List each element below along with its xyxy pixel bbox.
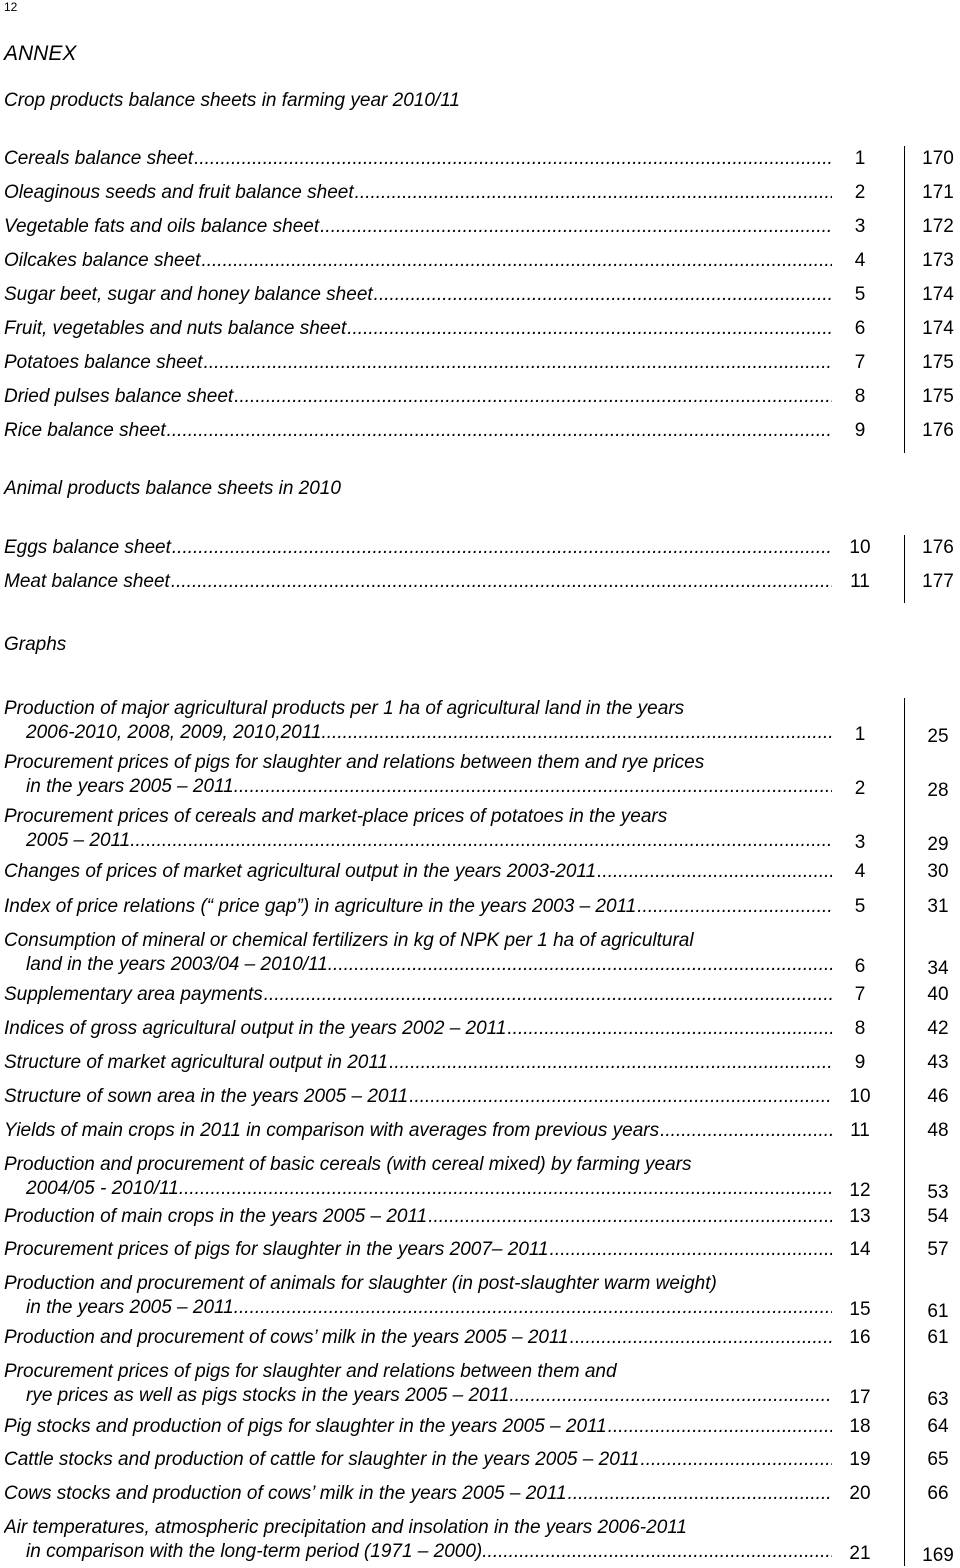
entry-title — [4, 1086, 832, 1108]
entry-title — [4, 1517, 832, 1539]
entry-title-continued — [26, 1385, 832, 1407]
entry-number: 21 — [849, 1543, 871, 1564]
entry-number: 8 — [854, 386, 866, 407]
entry-title — [4, 1273, 832, 1295]
entry-title-text: in the years 2005 – 2011 — [26, 1297, 234, 1318]
entry-number: 2 — [854, 778, 866, 799]
entry-title-text: in the years 2005 – 2011 — [26, 776, 234, 797]
entry-title-text: Changes of prices of market agricultural output in the years 2003-2011 — [4, 861, 597, 882]
entry-title-text: 2006-2010, 2008, 2009, 2010,2011 — [26, 722, 322, 743]
entry-title — [4, 571, 832, 593]
entry-title-text: Cereals balance sheet — [4, 148, 194, 169]
entry-page: 34 — [927, 958, 949, 979]
column-divider — [904, 698, 905, 1566]
entry-number: 15 — [849, 1299, 871, 1320]
entry-title — [4, 861, 832, 883]
entry-title-text: land in the years 2003/04 – 2010/11 — [26, 954, 328, 975]
entry-number: 9 — [854, 1052, 866, 1073]
entry-number: 3 — [854, 216, 866, 237]
entry-number: 4 — [854, 861, 866, 882]
entry-number: 7 — [854, 984, 866, 1005]
entry-title — [4, 1018, 832, 1040]
entry-number: 19 — [849, 1449, 871, 1470]
entry-page: 61 — [927, 1301, 949, 1322]
entry-number: 11 — [850, 571, 870, 592]
entry-number: 11 — [850, 1120, 870, 1141]
entry-title-continued — [26, 1178, 832, 1200]
entry-title — [4, 318, 832, 340]
entry-title — [4, 1361, 832, 1383]
entry-number: 3 — [854, 832, 866, 853]
entry-page: 63 — [927, 1389, 949, 1410]
entry-title-text: Production and procurement of basic cereals (with cereal mixed) by farming years — [4, 1154, 692, 1175]
entry-page: 174 — [922, 318, 954, 339]
entry-title — [4, 386, 832, 408]
entry-title — [4, 806, 832, 828]
entry-title — [4, 1120, 832, 1142]
entry-number: 14 — [849, 1239, 871, 1260]
entry-title — [4, 1416, 832, 1438]
entry-number: 17 — [849, 1387, 871, 1408]
entry-title-text: rye prices as well as pigs stocks in the years 2005 – 2011 — [26, 1385, 510, 1406]
entry-number: 9 — [854, 420, 866, 441]
entry-title — [4, 420, 832, 442]
entry-title — [4, 1206, 832, 1228]
entry-title-text: Yields of main crops in 2011 in comparison with averages from previous years — [4, 1120, 660, 1141]
entry-title-text: Pig stocks and production of pigs for slaughter in the years 2005 – 2011 — [4, 1416, 607, 1437]
entry-page: 43 — [927, 1052, 949, 1073]
entry-title-text: in comparison with the long-term period (1971 – 2000) — [26, 1541, 483, 1562]
annex-title: ANNEX — [4, 42, 77, 65]
entry-number: 6 — [854, 318, 866, 339]
entry-page: 29 — [927, 834, 949, 855]
entry-title-text: Structure of sown area in the years 2005 – 2011 — [4, 1086, 409, 1107]
animal-heading: Animal products balance sheets in 2010 — [4, 478, 341, 499]
entry-title — [4, 698, 832, 720]
entry-title-text: Oleaginous seeds and fruit balance sheet — [4, 182, 354, 203]
entry-number: 13 — [849, 1206, 871, 1227]
entry-title — [4, 284, 832, 306]
entry-title — [4, 1052, 832, 1074]
entry-page: 57 — [927, 1239, 949, 1260]
entry-title-text: 2004/05 - 2010/11 — [26, 1178, 179, 1199]
entry-page: 174 — [922, 284, 954, 305]
entry-title-continued — [26, 1297, 832, 1319]
entry-title — [4, 1154, 832, 1176]
entry-page: 175 — [922, 352, 954, 373]
entry-title — [4, 930, 832, 952]
entry-title-text: Fruit, vegetables and nuts balance sheet — [4, 318, 347, 339]
column-divider — [904, 146, 905, 453]
entry-title-text: Procurement prices of pigs for slaughter and relations between them and rye prices — [4, 752, 705, 773]
entry-title-text: Cows stocks and production of cows’ milk in the years 2005 – 2011 — [4, 1483, 567, 1504]
entry-number: 7 — [854, 352, 866, 373]
entry-number: 6 — [854, 956, 866, 977]
entry-title-text: Dried pulses balance sheet — [4, 386, 234, 407]
entry-title — [4, 1327, 832, 1349]
entry-title-text: Eggs balance sheet — [4, 537, 171, 558]
entry-title-text: Meat balance sheet — [4, 571, 170, 592]
entry-title-text: Index of price relations (“ price gap”) in agriculture in the years 2003 – 2011 — [4, 896, 637, 917]
entry-title-text: Production and procurement of cows’ milk in the years 2005 – 2011 — [4, 1327, 569, 1348]
entry-number: 8 — [854, 1018, 866, 1039]
entry-title — [4, 148, 832, 170]
entry-title — [4, 352, 832, 374]
entry-title-text: Structure of market agricultural output in 2011 — [4, 1052, 389, 1073]
entry-page: 42 — [927, 1018, 949, 1039]
entry-number: 4 — [854, 250, 866, 271]
entry-title-text: Production and procurement of animals for slaughter (in post-slaughter warm weight) — [4, 1273, 717, 1294]
entry-number: 20 — [849, 1483, 871, 1504]
entry-title — [4, 896, 832, 918]
entry-number: 1 — [854, 148, 866, 169]
entry-title-text: Cattle stocks and production of cattle for slaughter in the years 2005 – 2011 — [4, 1449, 640, 1470]
entry-page: 66 — [927, 1483, 949, 1504]
entry-page: 61 — [927, 1327, 949, 1348]
entry-title-text: Oilcakes balance sheet — [4, 250, 201, 271]
entry-title-text: Procurement prices of pigs for slaughter in the years 2007– 2011 — [4, 1239, 549, 1260]
entry-title — [4, 984, 832, 1006]
crop-heading: Crop products balance sheets in farming year 2010/11 — [4, 90, 460, 111]
entry-page: 30 — [927, 861, 949, 882]
entry-title-text: Procurement prices of pigs for slaughter and relations between them and — [4, 1361, 617, 1382]
entry-title-text: 2005 – 2011 — [26, 830, 131, 851]
entry-title-text: Supplementary area payments — [4, 984, 263, 1005]
entry-page: 171 — [922, 182, 954, 203]
entry-number: 5 — [854, 284, 866, 305]
entry-page: 177 — [922, 571, 954, 592]
entry-title — [4, 752, 832, 774]
entry-page: 170 — [922, 148, 954, 169]
entry-title-text: Vegetable fats and oils balance sheet — [4, 216, 320, 237]
entry-title-text: Rice balance sheet — [4, 420, 166, 441]
entry-page: 31 — [927, 896, 949, 917]
entry-page: 40 — [927, 984, 949, 1005]
entry-title — [4, 537, 832, 559]
page-number: 12 — [4, 0, 18, 14]
entry-title-text: Potatoes balance sheet — [4, 352, 203, 373]
entry-title-text: Production of main crops in the years 2005 – 2011 — [4, 1206, 428, 1227]
entry-title — [4, 1483, 832, 1505]
entry-number: 12 — [849, 1180, 871, 1201]
entry-page: 48 — [927, 1120, 949, 1141]
entry-page: 46 — [927, 1086, 949, 1107]
column-divider — [904, 535, 905, 603]
entry-number: 10 — [849, 1086, 871, 1107]
entry-title — [4, 250, 832, 272]
entry-title-text: Production of major agricultural products per 1 ha of agricultural land in the years — [4, 698, 685, 719]
entry-page: 53 — [927, 1182, 949, 1203]
entry-page: 175 — [922, 386, 954, 407]
entry-title — [4, 182, 832, 204]
entry-title-continued — [26, 954, 832, 976]
entry-title-text: Sugar beet, sugar and honey balance sheet — [4, 284, 373, 305]
graphs-heading: Graphs — [4, 634, 67, 655]
entry-number: 5 — [854, 896, 866, 917]
entry-page: 176 — [922, 537, 954, 558]
entry-title-continued — [26, 722, 832, 744]
entry-page: 25 — [927, 726, 949, 747]
entry-page: 54 — [927, 1206, 949, 1227]
entry-page: 169 — [922, 1545, 954, 1566]
entry-title-text: Indices of gross agricultural output in the years 2002 – 2011 — [4, 1018, 507, 1039]
entry-page: 173 — [922, 250, 954, 271]
entry-title — [4, 216, 832, 238]
entry-title-text: Consumption of mineral or chemical fertilizers in kg of NPK per 1 ha of agricultural — [4, 930, 694, 951]
entry-title-text: Air temperatures, atmospheric precipitation and insolation in the years 2006-2011 — [4, 1517, 687, 1538]
entry-number: 2 — [854, 182, 866, 203]
entry-page: 65 — [927, 1449, 949, 1470]
entry-number: 16 — [849, 1327, 871, 1348]
entry-page: 28 — [927, 780, 949, 801]
entry-page: 172 — [922, 216, 954, 237]
entry-title-continued — [26, 830, 832, 852]
entry-number: 1 — [854, 724, 866, 745]
entry-title-continued — [26, 776, 832, 798]
entry-number: 10 — [849, 537, 871, 558]
entry-page: 64 — [927, 1416, 949, 1437]
entry-title — [4, 1239, 832, 1261]
entry-title — [4, 1449, 832, 1471]
entry-title-continued — [26, 1541, 832, 1563]
entry-page: 176 — [922, 420, 954, 441]
entry-title-text: Procurement prices of cereals and market-place prices of potatoes in the years — [4, 806, 668, 827]
entry-number: 18 — [849, 1416, 871, 1437]
